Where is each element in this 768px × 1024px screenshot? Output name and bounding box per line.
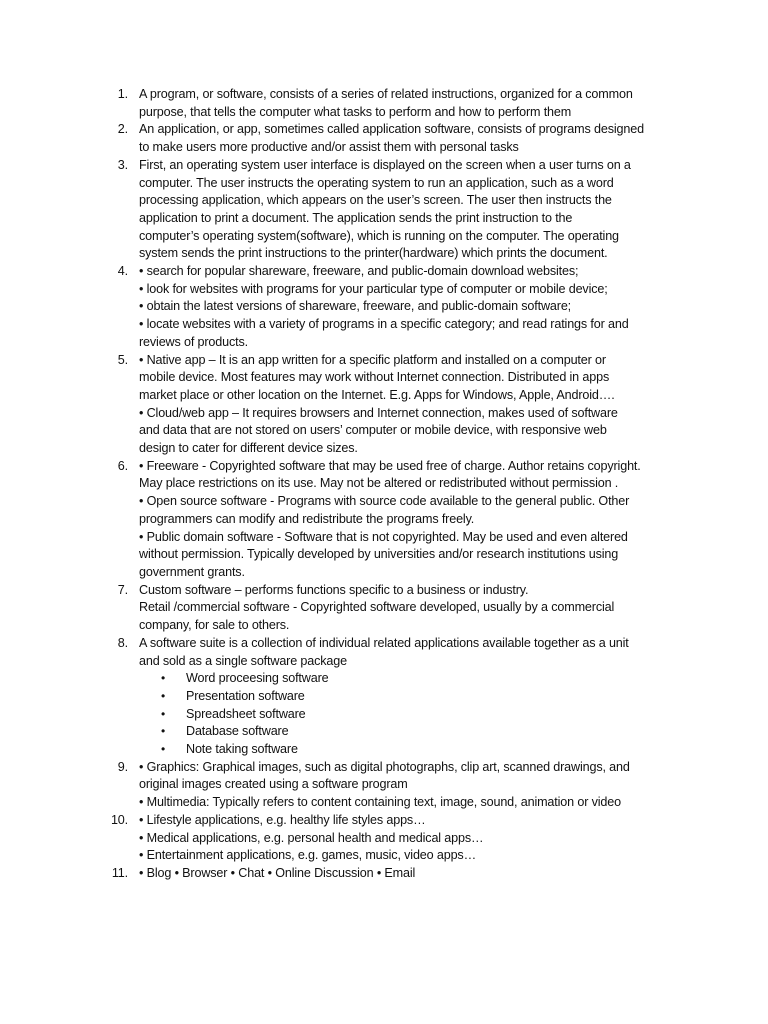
- paragraph-line: A program, or software, consists of a series of related instructions, organized for a common: [139, 87, 633, 101]
- list-item: [108, 458, 688, 582]
- paragraph-line: without permission. Typically developed by universities and/or research institutions using: [139, 547, 619, 562]
- sublist-item-label: Note taking software: [186, 742, 298, 757]
- sublist-item: [139, 723, 688, 741]
- paragraph-line: • Open source software - Programs with source code available to the general public. Other: [139, 494, 630, 509]
- list-item: [108, 759, 688, 812]
- bullet-icon: •: [161, 688, 166, 703]
- list-item-number: 5.: [117, 352, 128, 367]
- paragraph-line: First, an operating system user interface is displayed on the screen when a user turns on a: [139, 157, 631, 172]
- paragraph-line: • search for popular shareware, freeware, and public-domain download websites;: [139, 264, 579, 279]
- list-item-number: 4.: [117, 264, 128, 279]
- list-item: [108, 263, 688, 352]
- paragraph-line: computer. The user instructs the operating system to run an application, such as a word: [139, 175, 614, 190]
- list-item-number: 3.: [117, 157, 128, 172]
- list-item: [108, 157, 688, 263]
- paragraph-line: May place restrictions on its use. May not be altered or redistributed without permission .: [139, 476, 619, 491]
- list-item-number: 2.: [117, 122, 128, 137]
- list-item-number: 1.: [117, 87, 128, 101]
- paragraph-line: and data that are not stored on users’ computer or mobile device, with responsive web: [139, 423, 607, 438]
- paragraph-line: application to print a document. The application sends the print instruction to the: [139, 210, 573, 225]
- paragraph-line: Custom software – performs functions specific to a business or industry.: [139, 582, 529, 597]
- list-item: [108, 582, 688, 635]
- list-item-number: 8.: [117, 635, 128, 650]
- paragraph-line: • Native app – It is an app written for a specific platform and installed on a computer or: [139, 352, 606, 367]
- paragraph-line: • Entertainment applications, e.g. games, music, video apps…: [139, 848, 477, 863]
- sublist-item-label: Presentation software: [186, 688, 305, 703]
- paragraph-line: An application, or app, sometimes called application software, consists of programs designed: [139, 122, 644, 137]
- paragraph-line: processing application, which appears on the user’s screen. The user then instructs the: [139, 193, 612, 208]
- paragraph-line: government grants.: [139, 564, 245, 579]
- paragraph-line: Retail /commercial software - Copyrighted software developed, usually by a commercial: [139, 600, 615, 615]
- list-item-number: 11.: [111, 865, 128, 880]
- paragraph-line: • Blog • Browser • Chat • Online Discussion • Email: [139, 865, 416, 880]
- list-item: [108, 635, 688, 759]
- paragraph-line: purpose, that tells the computer what tasks to perform and how to perform them: [139, 104, 572, 119]
- bullet-icon: •: [161, 671, 166, 686]
- list-item: [108, 865, 688, 883]
- sublist-item: [139, 688, 688, 706]
- paragraph-line: programmers can modify and redistribute the programs freely.: [139, 511, 475, 526]
- paragraph-line: design to cater for different device sizes.: [139, 441, 358, 456]
- paragraph-line: • Graphics: Graphical images, such as digital photographs, clip art, scanned drawings, and: [139, 759, 630, 774]
- paragraph-line: original images created using a software program: [139, 777, 408, 792]
- paragraph-line: system sends the print instructions to the printer(hardware) which prints the document.: [139, 246, 608, 261]
- paragraph-line: market place or other location on the Internet. E.g. Apps for Windows, Apple, Android….: [139, 387, 615, 402]
- paragraph-line: • Public domain software - Software that is not copyrighted. May be used and even altered: [139, 529, 628, 544]
- paragraph-line: • Medical applications, e.g. personal health and medical apps…: [139, 830, 484, 845]
- paragraph-line: A software suite is a collection of individual related applications available together as a unit: [139, 635, 629, 650]
- bullet-icon: •: [161, 706, 166, 721]
- bullet-icon: •: [161, 742, 166, 757]
- paragraph-line: • Lifestyle applications, e.g. healthy life styles apps…: [139, 812, 426, 827]
- sublist-item-label: Spreadsheet software: [186, 706, 306, 721]
- list-item: [108, 812, 688, 865]
- bullet-icon: •: [161, 724, 166, 739]
- list-item: [108, 352, 688, 458]
- bulleted-sublist: [139, 670, 688, 759]
- paragraph-line: company, for sale to others.: [139, 618, 290, 633]
- paragraph-line: • locate websites with a variety of programs in a specific category; and read ratings for and: [139, 317, 629, 332]
- sublist-item: [139, 670, 688, 688]
- paragraph-line: • look for websites with programs for your particular type of computer or mobile device;: [139, 281, 608, 296]
- list-item: [108, 86, 688, 121]
- paragraph-line: mobile device. Most features may work without Internet connection. Distributed in apps: [139, 370, 610, 385]
- sublist-item-label: Database software: [186, 724, 289, 739]
- paragraph-line: and sold as a single software package: [139, 653, 347, 668]
- list-item-number: 9.: [117, 759, 128, 774]
- list-item-number: 7.: [117, 582, 128, 597]
- sublist-item-label: Word proceesing software: [186, 671, 329, 686]
- paragraph-line: • Cloud/web app – It requires browsers and Internet connection, makes used of software: [139, 405, 618, 420]
- paragraph-line: reviews of products.: [139, 334, 248, 349]
- paragraph-line: to make users more productive and/or assist them with personal tasks: [139, 140, 519, 155]
- sublist-item: [139, 741, 688, 759]
- paragraph-line: computer’s operating system(software), which is running on the computer. The operating: [139, 228, 619, 243]
- paragraph-line: • Freeware - Copyrighted software that may be used free of charge. Author retains copyright.: [139, 458, 641, 473]
- paragraph-line: • Multimedia: Typically refers to content containing text, image, sound, animation or video: [139, 795, 621, 810]
- paragraph-line: • obtain the latest versions of shareware, freeware, and public-domain software;: [139, 299, 572, 314]
- sublist-item: [139, 706, 688, 724]
- list-item-number: 6.: [117, 458, 128, 473]
- list-item: [108, 121, 688, 156]
- list-item-number: 10.: [110, 812, 128, 827]
- numbered-list: [108, 86, 688, 883]
